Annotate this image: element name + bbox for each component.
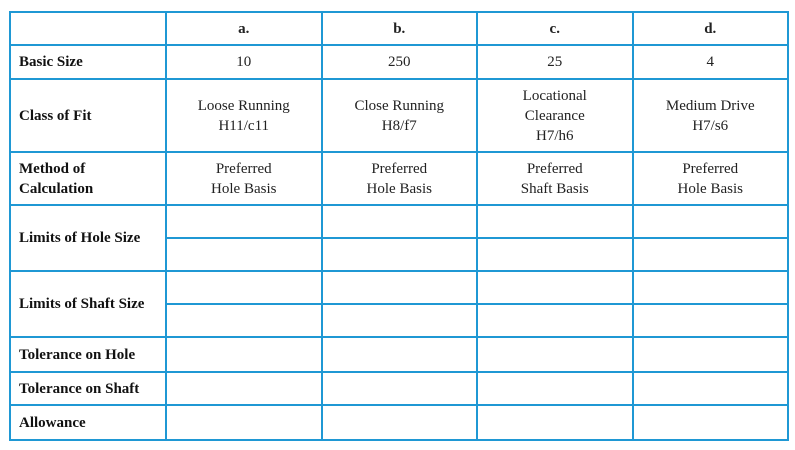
row-label-limits-hole: Limits of Hole Size	[10, 205, 166, 271]
tolerance-shaft-d[interactable]	[633, 372, 789, 405]
method-d	[633, 152, 789, 205]
basic-size-b: 250	[322, 45, 478, 79]
allowance-d[interactable]	[633, 405, 789, 440]
method-c	[477, 152, 633, 205]
tolerance-hole-b[interactable]	[322, 337, 478, 372]
fit-code: H7/s6	[692, 117, 729, 134]
limits-shaft-b-lower[interactable]	[322, 304, 478, 337]
limits-shaft-c-lower[interactable]	[477, 304, 633, 337]
row-label-method	[10, 152, 166, 205]
tolerance-shaft-b[interactable]	[322, 372, 478, 405]
fit-name: Close Running	[354, 97, 445, 114]
row-label-class-of-fit: Class of Fit	[10, 79, 166, 152]
method-basis: Hole Basis	[677, 180, 743, 197]
limits-hole-b-upper[interactable]	[322, 205, 478, 238]
limits-shaft-row-upper	[10, 271, 788, 304]
class-of-fit-a	[166, 79, 322, 152]
row-label-limits-shaft: Limits of Shaft Size	[10, 271, 166, 337]
limits-shaft-b-upper[interactable]	[322, 271, 478, 304]
column-header-b: b.	[322, 12, 478, 45]
limits-hole-d-lower[interactable]	[633, 238, 789, 271]
method-basis: Shaft Basis	[520, 180, 589, 197]
tolerance-shaft-c[interactable]	[477, 372, 633, 405]
header-row	[10, 12, 788, 45]
allowance-b[interactable]	[322, 405, 478, 440]
method-b	[322, 152, 478, 205]
method-a	[166, 152, 322, 205]
limits-shaft-d-lower[interactable]	[633, 304, 789, 337]
column-header-c: c.	[477, 12, 633, 45]
class-of-fit-c	[477, 79, 633, 152]
tolerance-hole-d[interactable]	[633, 337, 789, 372]
tolerance-shaft-row	[10, 372, 788, 405]
limits-shaft-d-upper[interactable]	[633, 271, 789, 304]
method-text: Preferred	[371, 160, 428, 177]
fit-name-cont: Clearance	[524, 107, 585, 124]
method-basis: Hole Basis	[211, 180, 277, 197]
limits-hole-c-lower[interactable]	[477, 238, 633, 271]
basic-size-row	[10, 45, 788, 79]
limits-shaft-a-lower[interactable]	[166, 304, 322, 337]
column-header-a: a.	[166, 12, 322, 45]
tolerance-shaft-a[interactable]	[166, 372, 322, 405]
limits-hole-a-upper[interactable]	[166, 205, 322, 238]
method-row	[10, 152, 788, 205]
fit-name: Locational	[522, 87, 587, 104]
row-label-method-line2: Calculation	[19, 180, 94, 197]
method-text: Preferred	[682, 160, 739, 177]
limits-hole-c-upper[interactable]	[477, 205, 633, 238]
class-of-fit-row	[10, 79, 788, 152]
fit-code: H7/h6	[536, 127, 574, 144]
tolerance-hole-c[interactable]	[477, 337, 633, 372]
method-text: Preferred	[526, 160, 583, 177]
limits-hole-row-upper	[10, 205, 788, 238]
fit-calculation-table	[9, 11, 789, 441]
limits-hole-d-upper[interactable]	[633, 205, 789, 238]
allowance-row	[10, 405, 788, 440]
limits-hole-b-lower[interactable]	[322, 238, 478, 271]
column-header-d: d.	[633, 12, 789, 45]
class-of-fit-d	[633, 79, 789, 152]
fit-code: H8/f7	[381, 117, 417, 134]
basic-size-a: 10	[166, 45, 322, 79]
limits-shaft-c-upper[interactable]	[477, 271, 633, 304]
method-text: Preferred	[215, 160, 272, 177]
row-label-tolerance-shaft: Tolerance on Shaft	[10, 372, 166, 405]
basic-size-c: 25	[477, 45, 633, 79]
tolerance-hole-row	[10, 337, 788, 372]
limits-hole-a-lower[interactable]	[166, 238, 322, 271]
fit-code: H11/c11	[218, 117, 270, 134]
basic-size-d: 4	[633, 45, 789, 79]
allowance-c[interactable]	[477, 405, 633, 440]
row-label-method-line1: Method of	[19, 160, 86, 177]
allowance-a[interactable]	[166, 405, 322, 440]
row-label-basic-size: Basic Size	[10, 45, 166, 79]
row-label-allowance: Allowance	[10, 405, 166, 440]
row-label-tolerance-hole: Tolerance on Hole	[10, 337, 166, 372]
fit-name: Loose Running	[197, 97, 290, 114]
class-of-fit-b	[322, 79, 478, 152]
fit-name: Medium Drive	[665, 97, 755, 114]
tolerance-hole-a[interactable]	[166, 337, 322, 372]
method-basis: Hole Basis	[366, 180, 432, 197]
corner-cell	[10, 12, 166, 45]
limits-shaft-a-upper[interactable]	[166, 271, 322, 304]
